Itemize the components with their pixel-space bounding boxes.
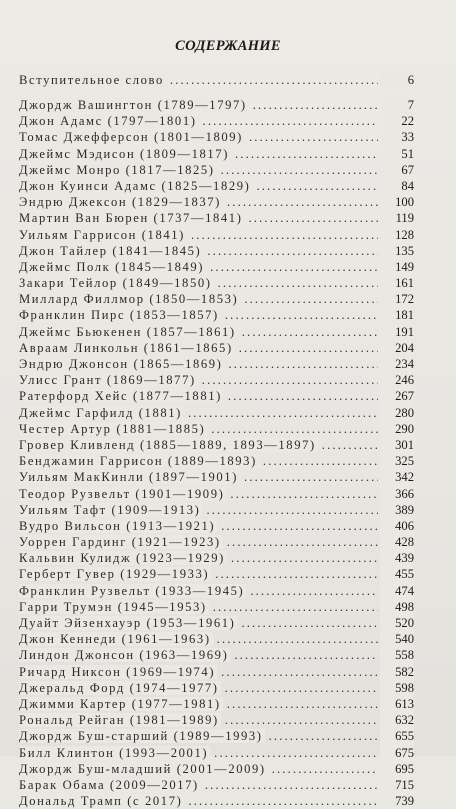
toc-entry — [19, 566, 414, 582]
toc-entry-label: Джеймс Полк (1845—1849) — [19, 259, 205, 274]
toc-entry — [19, 534, 414, 550]
leader-dots — [19, 162, 378, 178]
toc-entry-page: 540 — [380, 631, 414, 647]
toc-entry-page: 366 — [380, 486, 414, 502]
leader-dots — [19, 129, 378, 145]
toc-entry-label: Дональд Трамп (с 2017) — [19, 794, 183, 809]
leader-dots — [19, 227, 378, 243]
toc-entry-page: 715 — [380, 777, 414, 793]
leader-dots — [19, 437, 378, 453]
toc-entry-label: Джон Тайлер (1841—1845) — [19, 243, 202, 258]
toc-entry — [19, 307, 414, 323]
toc-entry-label: Джеймс Бьюкенен (1857—1861) — [19, 324, 236, 339]
toc-entry-page: 67 — [380, 162, 414, 178]
toc-entry — [19, 647, 414, 663]
toc-entry-page: 474 — [380, 583, 414, 599]
toc-entry-label: Джеймс Монро (1817—1825) — [19, 162, 215, 177]
toc-entry — [19, 146, 414, 162]
table-of-contents — [19, 97, 414, 809]
toc-entry-page: 84 — [380, 178, 414, 194]
toc-entry-page: 280 — [380, 405, 414, 421]
toc-entry-page: 428 — [380, 534, 414, 550]
leader-dots — [19, 518, 378, 534]
leader-dots — [19, 372, 378, 388]
toc-entry-page: 6 — [380, 72, 414, 88]
toc-entry-label: Гровер Кливленд (1885—1889, 1893—1897) — [19, 437, 316, 452]
toc-entry-page: 7 — [380, 97, 414, 113]
toc-entry — [19, 97, 414, 113]
toc-entry — [19, 324, 414, 340]
toc-entry — [19, 615, 414, 631]
leader-dots — [19, 210, 378, 226]
toc-entry — [19, 210, 414, 226]
leader-dots — [19, 259, 378, 275]
leader-dots — [19, 566, 378, 582]
toc-entry-page: 695 — [380, 761, 414, 777]
leader-dots — [19, 356, 378, 372]
toc-entry — [19, 599, 414, 615]
leader-dots — [19, 405, 378, 421]
toc-entry — [19, 356, 414, 372]
toc-entry-page: 100 — [380, 194, 414, 210]
toc-entry-page: 191 — [380, 324, 414, 340]
toc-entry-label: Эндрю Джонсон (1865—1869) — [19, 357, 223, 371]
toc-entry-page: 290 — [380, 421, 414, 437]
toc-entry-label: Джеймс Гарфилд (1881) — [19, 405, 182, 420]
toc-entry — [19, 275, 414, 291]
toc-entry — [19, 712, 414, 728]
leader-dots — [19, 275, 378, 291]
toc-entry-label: Томас Джефферсон (1801—1809) — [19, 130, 243, 145]
toc-entry — [19, 469, 414, 485]
toc-entry-label: Билл Клинтон (1993—2001) — [19, 745, 209, 760]
leader-dots — [19, 583, 378, 599]
toc-entry-page: 613 — [380, 696, 414, 712]
toc-entry — [19, 745, 414, 761]
leader-dots — [19, 502, 378, 518]
toc-entry-label: Дуайт Эйзенхауэр (1953—1961) — [19, 616, 236, 630]
toc-entry-label: Закари Тейлор (1849—1850) — [19, 276, 212, 291]
toc-entry-label: Уильям МакКинли (1897—1901) — [19, 470, 239, 485]
toc-entry — [19, 178, 414, 194]
toc-entry-label: Гарри Трумэн (1945—1953) — [19, 599, 207, 614]
toc-entry-page: 267 — [380, 388, 414, 404]
toc-entry-page: 135 — [380, 243, 414, 259]
toc-entry — [19, 259, 414, 275]
toc-entry — [19, 486, 414, 502]
toc-entry-label: Герберт Гувер (1929—1933) — [19, 567, 210, 582]
toc-entry-label: Авраам Линкольн (1861—1865) — [19, 340, 233, 355]
page-title: СОДЕРЖАНИЕ — [175, 38, 281, 54]
toc-entry-page: 675 — [380, 745, 414, 761]
leader-dots — [19, 534, 378, 550]
toc-entry — [19, 340, 414, 356]
toc-entry — [19, 437, 414, 453]
toc-entry-label: Вступительное слово — [19, 73, 164, 87]
leader-dots — [19, 469, 378, 485]
leader-dots — [19, 631, 378, 647]
toc-entry-label: Эндрю Джексон (1829—1837) — [19, 195, 221, 210]
toc-entry-page: 632 — [380, 712, 414, 728]
leader-dots — [19, 72, 378, 88]
toc-entry — [19, 502, 414, 518]
toc-entry-page: 22 — [380, 113, 414, 129]
toc-entry-page: 161 — [380, 275, 414, 291]
leader-dots — [19, 421, 378, 437]
toc-entry-label: Мартин Ван Бюрен (1737—1841) — [19, 211, 243, 226]
toc-entry — [19, 728, 414, 744]
toc-entry-label: Джордж Буш-младший (2001—2009) — [19, 761, 266, 776]
leader-dots — [19, 243, 378, 259]
toc-entry-page: 389 — [380, 502, 414, 518]
leader-dots — [19, 388, 378, 404]
toc-entry-page: 558 — [380, 647, 414, 663]
toc-entry-label: Миллард Филлмор (1850—1853) — [19, 292, 239, 307]
leader-dots — [19, 97, 378, 113]
toc-entry-page: 181 — [380, 307, 414, 323]
toc-entry-label: Джон Адамс (1797—1801) — [19, 114, 197, 129]
toc-entry-label: Теодор Рузвельт (1901—1909) — [19, 486, 225, 501]
toc-entry-label: Барак Обама (2009—2017) — [19, 777, 199, 792]
toc-entry — [19, 372, 414, 388]
toc-entry-page: 246 — [380, 372, 414, 388]
toc-entry — [19, 631, 414, 647]
toc-entry — [19, 243, 414, 259]
toc-entry-label: Улисс Грант (1869—1877) — [19, 373, 196, 388]
leader-dots — [19, 550, 378, 566]
leader-dots — [19, 696, 378, 712]
toc-entry — [19, 583, 414, 599]
toc-entry — [19, 129, 414, 145]
leader-dots — [19, 728, 378, 744]
toc-entry-label: Ричард Никсон (1969—1974) — [19, 664, 216, 679]
leader-dots — [19, 178, 378, 194]
toc-entry — [19, 777, 414, 793]
toc-entry-page: 325 — [380, 453, 414, 469]
leader-dots — [19, 340, 378, 356]
leader-dots — [19, 745, 378, 761]
toc-entry-label: Франклин Пирс (1853—1857) — [19, 308, 219, 323]
toc-entry — [19, 453, 414, 469]
toc-entry — [19, 680, 414, 696]
toc-entry-page: 33 — [380, 129, 414, 145]
leader-dots — [19, 664, 378, 680]
leader-dots — [19, 307, 378, 323]
leader-dots — [19, 777, 378, 793]
toc-entry-page: 455 — [380, 566, 414, 582]
toc-entry-label: Бенджамин Гаррисон (1889—1893) — [19, 454, 257, 469]
toc-entry — [19, 291, 414, 307]
leader-dots — [19, 680, 378, 696]
leader-dots — [19, 324, 378, 340]
toc-entry-page: 598 — [380, 680, 414, 696]
toc-entry — [19, 664, 414, 680]
toc-entry-page: 342 — [380, 469, 414, 485]
toc-entry — [19, 696, 414, 712]
toc-entry — [19, 194, 414, 210]
toc-entry — [19, 793, 414, 809]
toc-entry-page: 439 — [380, 550, 414, 566]
toc-entry — [19, 405, 414, 421]
toc-entry — [19, 761, 414, 777]
leader-dots — [19, 599, 378, 615]
toc-entry-label: Уильям Гаррисон (1841) — [19, 227, 185, 242]
toc-entry — [19, 388, 414, 404]
toc-entry-page: 739 — [380, 793, 414, 809]
toc-entry-label: Ратерфорд Хейс (1877—1881) — [19, 389, 222, 404]
toc-entry-page: 520 — [380, 615, 414, 631]
toc-entry — [19, 518, 414, 534]
toc-entry-page: 582 — [380, 664, 414, 680]
toc-entry-intro — [19, 72, 414, 88]
toc-entry-label: Честер Артур (1881—1885) — [19, 421, 206, 436]
toc-entry-label: Линдон Джонсон (1963—1969) — [19, 648, 229, 663]
toc-entry — [19, 550, 414, 566]
toc-entry-label: Франклин Рузвельт (1933—1945) — [19, 583, 245, 598]
leader-dots — [19, 793, 378, 809]
toc-entry-label: Уоррен Гардинг (1921—1923) — [19, 535, 221, 550]
leader-dots — [19, 712, 378, 728]
leader-dots — [19, 486, 378, 502]
leader-dots — [19, 761, 378, 777]
toc-entry-page: 149 — [380, 259, 414, 275]
leader-dots — [19, 453, 378, 469]
toc-entry-label: Джордж Вашингтон (1789—1797) — [19, 98, 247, 112]
toc-entry-label: Вудро Вильсон (1913—1921) — [19, 518, 216, 533]
toc-entry-page: 119 — [380, 210, 414, 226]
toc-entry-page: 406 — [380, 518, 414, 534]
leader-dots — [19, 113, 378, 129]
toc-entry-label: Джеймс Мэдисон (1809—1817) — [19, 146, 229, 161]
leader-dots — [19, 291, 378, 307]
toc-entry-label: Джимми Картер (1977—1981) — [19, 696, 221, 711]
toc-entry-label: Рональд Рейган (1981—1989) — [19, 713, 219, 728]
toc-entry-page: 301 — [380, 437, 414, 453]
leader-dots — [19, 194, 378, 210]
toc-entry-label: Уильям Тафт (1909—1913) — [19, 502, 201, 517]
toc-entry — [19, 227, 414, 243]
toc-entry-label: Джон Кеннеди (1961—1963) — [19, 632, 211, 647]
toc-entry-page: 204 — [380, 340, 414, 356]
toc-entry-page: 234 — [380, 356, 414, 372]
leader-dots — [19, 146, 378, 162]
toc-entry — [19, 421, 414, 437]
toc-entry-label: Кальвин Кулидж (1923—1929) — [19, 551, 225, 566]
toc-entry-label: Джон Куинси Адамс (1825—1829) — [19, 178, 251, 193]
toc-entry-label: Джордж Буш-старший (1989—1993) — [19, 729, 263, 744]
leader-dots — [19, 647, 378, 663]
leader-dots — [19, 615, 378, 631]
toc-entry-page: 172 — [380, 291, 414, 307]
toc-entry-label: Джеральд Форд (1974—1977) — [19, 680, 219, 695]
toc-entry-page: 498 — [380, 599, 414, 615]
toc-entry-page: 655 — [380, 728, 414, 744]
toc-entry — [19, 113, 414, 129]
toc-entry-page: 51 — [380, 146, 414, 162]
toc-entry — [19, 162, 414, 178]
toc-entry-page: 128 — [380, 227, 414, 243]
